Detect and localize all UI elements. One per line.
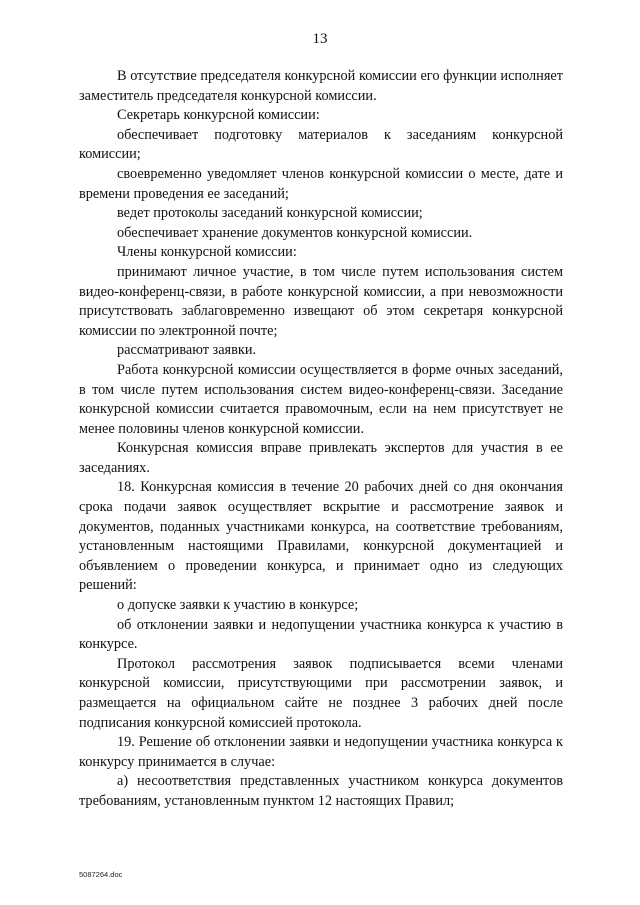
paragraph: об отклонении заявки и недопущении участника конкурса к участию в конкурсе. (79, 616, 563, 653)
paragraph: Конкурсная комиссия вправе привлекать экспертов для участия в ее заседаниях. (79, 440, 563, 476)
paragraph: а) несоответствия представленных участником конкурса документов требованиям, установленным пунктом 12 настоящих Правил; (79, 773, 563, 809)
paragraph: ведет протоколы заседаний конкурсной комиссии; (117, 205, 423, 222)
paragraph: обеспечивает подготовку материалов к заседаниям конкурсной комиссии; (79, 126, 563, 163)
paragraph: В отсутствие председателя конкурсной комиссии его функции исполняет заместитель председателя конкурсной комиссии. (79, 68, 563, 104)
paragraph: 19. Решение об отклонении заявки и недопущении участника конкурса к конкурсу принимается в случае: (79, 734, 563, 770)
paragraph: рассматривают заявки. (117, 342, 257, 359)
paragraph: 18. Конкурсная комиссия в течение 20 рабочих дней со дня окончания срока подачи заявок осуществляет вскрытие и рассмотрение заявок и документов, поданных участниками конкурса, на соответствие требованиям, установленным настоящими Правилами, конкурсной документацией и объявлением о проведении конкурса, и принимает одно из следующих решений: (79, 479, 563, 594)
paragraph: своевременно уведомляет членов конкурсной комиссии о месте, дате и времени проведения ее заседаний; (79, 165, 563, 202)
paragraph: Члены конкурсной комиссии: (117, 244, 297, 261)
document-code: 5087264.doc (79, 870, 123, 879)
paragraph: Протокол рассмотрения заявок подписывается всеми членами конкурсной комиссии, присутствующими при рассмотрении заявок, и размещается на официальном сайте не позднее 3 рабочих дней после подписания конкурсной комиссией протокола. (79, 655, 563, 731)
paragraph: обеспечивает хранение документов конкурсной комиссии. (117, 224, 473, 241)
paragraph: Работа конкурсной комиссии осуществляется в форме очных заседаний, в том числе путем использования систем видео-конференц-связи. Заседание конкурсной комиссии считается правомочным, если на нем присутствует не менее половины членов конкурсной комиссии. (79, 361, 563, 437)
page-number: 13 (312, 31, 328, 47)
document-body (79, 67, 563, 812)
paragraph: о допуске заявки к участию в конкурсе; (117, 597, 359, 614)
paragraph: принимают личное участие, в том числе путем использования систем видео-конференц-связи, в работе конкурсной комиссии, а при невозможности присутствовать заблаговременно извещают об этом секретаря конкурсной комиссии по электронной почте; (79, 263, 563, 339)
paragraph: Секретарь конкурсной комиссии: (117, 107, 320, 124)
